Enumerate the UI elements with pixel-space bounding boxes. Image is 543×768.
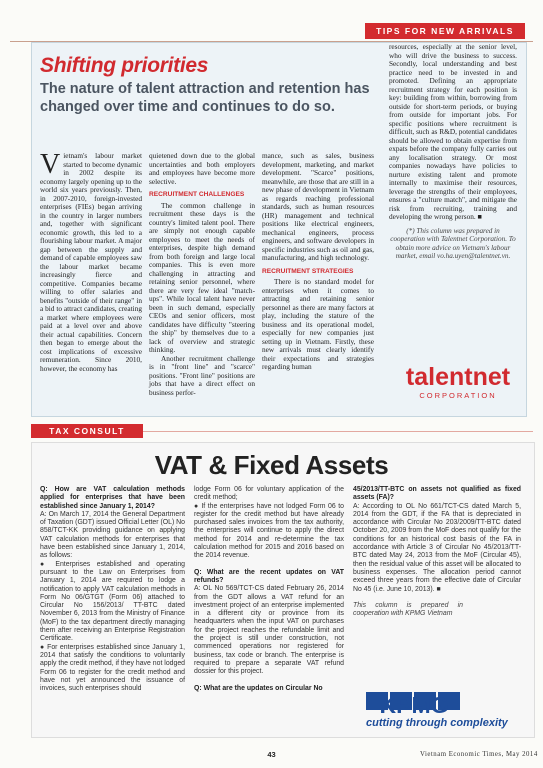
col3-paragraph-2: There is no standard model for enterprises when it comes to attracting and retaining senior personnel as there are many factors at play, including the stature of the business and its operational model, especially for new companies just setting up in Vietnam. Firstly, these new arrivals must clearly identify their expectations and strategies regarding human xyxy=(262,277,374,371)
tax-column-1 xyxy=(40,486,185,693)
section-rule-tax xyxy=(143,431,533,432)
answer-1-bullet-2: ● For enterprises established since January 1, 2014 that satisfy the conditions to voluntarily apply the credit method, if they have not lodged Form 06 to register for the credit method and have not yet announced the issuance of invoices, such enterprises should xyxy=(40,643,185,693)
footer-publication: Vietnam Economic Times, May 2014 xyxy=(420,751,538,758)
section-band-tax: TAX CONSULT xyxy=(31,424,143,438)
col1-paragraph: ietnam's labour market started to become dynamic in 2002 despite its economy largely opening up to the world six years previously. Then, in 2007-2010, foreign-invested enterprises (FIEs) began arriving in the country in larger numbers and, together with significant economic growth, this led to a flourishing labour market. A major gap between the supply and demand of capable employees saw the labour market became increasingly fierce and competitive. Companies became willing to offer salaries and benefits "outside of their range" in a bid to attract candidates, creating a market where employees were paid at a level over and above their actual capabilities. Concern then began to emerge about the cost implications of excessive remuneration. Since 2010, however, the economy has xyxy=(40,151,142,373)
article-subtitle: The nature of talent attraction and retention has changed over time and continues to do so. xyxy=(40,81,370,115)
answer-2: A: OL No 569/TCT-CS dated February 26, 2014 from the GDT allows a VAT refund for an investment project of an enterprise implemented in a different city or province from its headquarters when the input VAT on purchases for the project reaches the refundable limit and the project is still under construction, not commenced operations nor registered for business, tax code or branch. The enterprise is required to prepare a separate VAT refund dossier for this project. xyxy=(194,585,344,676)
answer-1-bullet-3: ● If the enterprises have not lodged Form 06 to register for the credit method but have already purchased sales invoices from the tax authority, the enterprises will continue to apply the direct method for 2014 and re-determine the tax calculation method for 2015 and 2016 based on the 2014 revenue. xyxy=(194,502,344,560)
col3-paragraph-1: mance, such as sales, business development, marketing, and market development. "Scarce" positions, meanwhile, are those that are still in a new phase of development in Vietnam as regards reaching professional standards, such as human resources (HR) management and technical positions like electrical engineers, mechanical engineers, process engineers, and software developers in specific industries such as oil and gas, manufacturing, and high technology. xyxy=(262,151,374,262)
question-3-end: 45/2013/TT-BTC on assets not qualified as fixed assets (FA)? xyxy=(353,486,521,502)
col4-note: (*) This column was prepared in cooperation with Talentnet Corporation. To obtain more advice on Vietnam's labour market, email vo.ha.uyen@talentnet.vn. xyxy=(390,226,516,261)
col4-paragraph-1: resources, especially at the senior level, who will drive the business to success. Secondly, local understanding and best practice need to be invested in and promoted. Defining an appropriate recruitment strategy for each position is key: building from within, borrowing from outside for short-term periods, or buying from outside for important jobs. For specific positions where recruitment is difficult, such as R&D, potential candidates should be allowed to obtain expertise from expats before the company fully carries out any localisation strategy. Or most companies nowadays have policies to nurture existing talent and promote internally to maximise their resources, leverage the strengths of their employees, ensures a "culture match", and mitigate the risk from recruiting, training and developing the wrong person. ■ xyxy=(389,42,517,221)
tax-column-2 xyxy=(194,486,344,693)
kpmg-logo-text: KPMG xyxy=(379,692,449,718)
answer-1-continued: lodge Form 06 for voluntary application of the credit method; xyxy=(194,486,344,502)
article-title: Shifting priorities xyxy=(40,54,209,77)
answer-1-bullet-1: ● Enterprises established and operating pursuant to the Law on Enterprises from January 1, 2014 are required to lodge a notification to apply VAT calculation methods in Form No 06/GTGT (Form 06) attached to Circular No 156/2013/ TT-BTC dated November 6, 2013 from the Ministry of Finance (MoF) to the tax department directly managing them after receiving an Enterprise Registration Certificate. xyxy=(40,560,185,643)
question-3-start: Q: What are the updates on Circular No xyxy=(194,684,323,692)
talentnet-logo xyxy=(398,356,518,404)
kpmg-logo xyxy=(362,690,522,730)
answer-3: A: According to OL No 661/TCT-CS dated March 5, 2014 from the GDT, if the FA that is depreciated in accordance with Circular No 203/2009/TT-BTC dated October 20, 2009 from the MoF does not qualify for the conditions for an historical cost basis of the FA in accordance with Article 3 of Circular No 45/2013/TT-BTC dated May 24, 2013 from the MoF (Circular 45), then the residual value of this asset will be allocated to business expenses. The allocation period cannot exceed three years from the effective date of Circular No 45 (i.e. June 10, 2013). ■ xyxy=(353,502,521,593)
talentnet-logo-text: talentnet xyxy=(405,363,511,391)
col2-paragraph-3: Another recruitment challenge is in "front line" and "scarce" positions. "Front line" positions are jobs that have a direct effect on business perfor- xyxy=(149,353,255,397)
tax-column-3 xyxy=(353,486,521,618)
article-column-2 xyxy=(149,152,255,397)
article-column-1 xyxy=(40,149,142,373)
col2-paragraph-2: The common challenge in recruitment these days is the country's limited talent pool. There are simply not enough capable employees to meet the needs of enterprises, despite high demand from both foreign and large local companies. This is even more challenging in attracting and retaining senior personnel, where there are very few ideal "match-ups". While local talent have never been in such demand, especially CEOs and senior officers, most candidates have difficulty "steering the ship" by themselves due to a lack of overview and strategic thinking. xyxy=(149,200,255,354)
section-band-tips: TIPS FOR NEW ARRIVALS xyxy=(365,23,525,39)
heading-recruitment-strategies: RECRUITMENT STRATEGIES xyxy=(262,267,354,275)
page-number: 43 xyxy=(267,750,276,759)
heading-recruitment-challenges: RECRUITMENT CHALLENGES xyxy=(149,191,245,198)
question-2: Q: What are the recent updates on VAT refunds? xyxy=(194,568,344,584)
drop-cap: V xyxy=(40,149,61,180)
kpmg-note: This column is prepared in cooperation with KPMG Vietnam xyxy=(353,601,463,618)
question-1: Q: How are VAT calculation methods applied for enterprises that have been established since January 1, 2014? xyxy=(40,486,185,510)
article-column-3 xyxy=(262,152,374,372)
tax-title: VAT & Fixed Assets xyxy=(154,450,389,480)
answer-1: A: On March 17, 2014 the General Department of Taxation (GDT) issued Official Letter (OL) No 858/TCT-KK providing guidance on applying VAT calculation methods for enterprises that have been established since January 1, 2014, as follows: xyxy=(40,510,185,560)
article-column-4 xyxy=(389,43,517,261)
kpmg-tagline: cutting through complexity xyxy=(366,717,508,729)
talentnet-logo-sub: CORPORATION xyxy=(419,391,497,400)
col2-paragraph-1: quietened down due to the global uncertainties and both employers and employees have become more selective. xyxy=(149,151,255,186)
